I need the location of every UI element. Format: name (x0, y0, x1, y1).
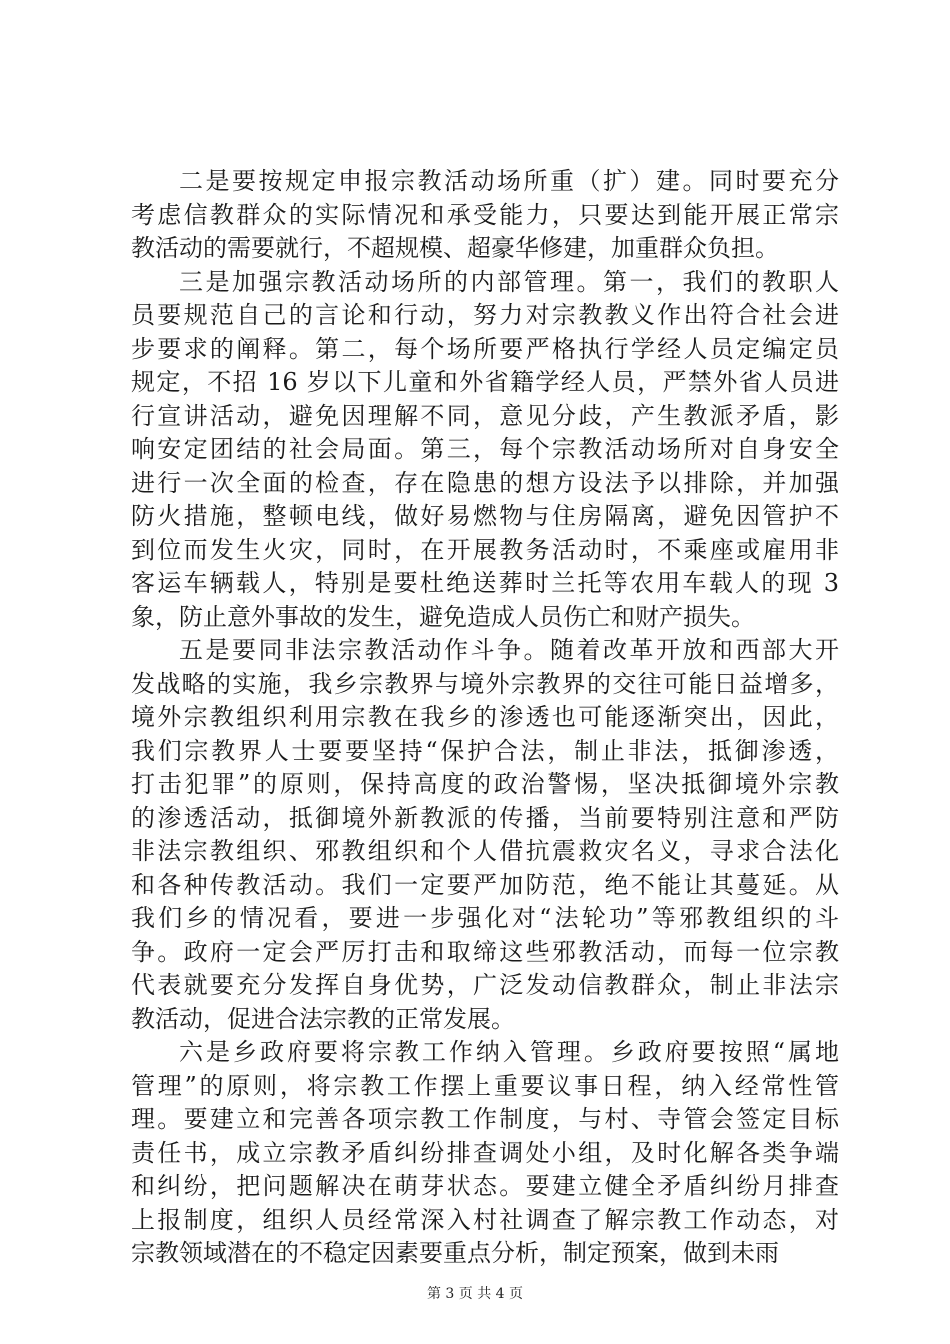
paragraph (131, 165, 839, 266)
text-line: 宗教领域潜在的不稳定因素要重点分析，制定预案，做到未雨 (131, 1239, 779, 1267)
text-line: 三是加强宗教活动场所的内部管理。第一，我们的教职人 (179, 267, 839, 296)
text-line: 客运车辆载人，特别是要杜绝送葬时兰托等农用车载人的现 3 (131, 569, 839, 597)
text-line: 代表就要充分发挥自身优势，广泛发动信教群众，制止非法宗 (131, 971, 839, 999)
text-line: 理。要建立和完善各项宗教工作制度，与村、寺管会签定目标 (131, 1105, 839, 1133)
text-line: 发战略的实施，我乡宗教界与境外宗教界的交往可能日益增多， (131, 669, 839, 698)
text-line: 员要规范自己的言论和行动，努力对宗教教义作出符合社会进 (131, 301, 839, 329)
text-line: 我们乡的情况看，要进一步强化对“法轮功”等邪教组织的斗 (131, 904, 839, 932)
text-line: 二是要按规定申报宗教活动场所重（扩）建。同时要充分 (179, 167, 839, 195)
text-line: 上报制度，组织人员经常深入村社调查了解宗教工作动态，对 (131, 1205, 839, 1234)
text-line: 和纠纷，把问题解决在萌芽状态。要建立健全矛盾纠纷月排查 (131, 1172, 839, 1200)
document-body (131, 165, 839, 1271)
page-footer: 第 3 页 共 4 页 (426, 1286, 524, 1302)
text-line: 五是要同非法宗教活动作斗争。随着改革开放和西部大开 (179, 636, 839, 664)
text-line: 象，防止意外事故的发生，避免造成人员伤亡和财产损失。 (131, 602, 755, 631)
text-line: 非法宗教组织、邪教组织和个人借抗震救灾名义，寻求合法化 (131, 837, 839, 865)
text-line: 考虑信教群众的实际情况和承受能力，只要达到能开展正常宗 (131, 200, 839, 229)
text-line: 规定，不招 16 岁以下儿童和外省籍学经人员，严禁外省人员进 (131, 368, 839, 396)
text-line: 打击犯罪”的原则，保持高度的政治警惕，坚决抵御境外宗教 (131, 770, 839, 798)
text-line: 防火措施，整顿电线，做好易燃物与住房隔离，避免因管护不 (131, 502, 839, 530)
text-line: 和各种传教活动。我们一定要严加防范，绝不能让其蔓延。从 (131, 870, 839, 899)
text-line: 行宣讲活动，避免因理解不同，意见分歧，产生教派矛盾，影 (131, 401, 839, 430)
text-line: 六是乡政府要将宗教工作纳入管理。乡政府要按照“属地 (179, 1038, 839, 1066)
text-line: 步要求的阐释。第二，每个场所要严格执行学经人员定编定员 (131, 334, 839, 363)
paragraph (131, 634, 839, 1036)
paragraph (131, 266, 839, 635)
text-line: 的渗透活动，抵御境外新教派的传播，当前要特别注意和严防 (131, 803, 839, 832)
text-line: 响安定团结的社会局面。第三，每个宗教活动场所对自身安全 (131, 435, 839, 463)
text-line: 管理”的原则，将宗教工作摆上重要议事日程，纳入经常性管 (131, 1071, 839, 1100)
text-line: 进行一次全面的检查，存在隐患的想方设法予以排除，并加强 (131, 468, 839, 497)
text-line: 教活动，促进合法宗教的正常发展。 (131, 1004, 515, 1033)
text-line: 教活动的需要就行，不超规模、超豪华修建，加重群众负担。 (131, 234, 779, 262)
text-line: 到位而发生火灾，同时，在开展教务活动时，不乘座或雇用非 (131, 535, 839, 564)
paragraph (131, 1036, 839, 1271)
text-line: 我们宗教界人士要要坚持“保护合法，制止非法，抵御渗透， (131, 736, 839, 765)
text-line: 争。政府一定会严厉打击和取缔这些邪教活动，而每一位宗教 (131, 937, 839, 966)
text-line: 责任书，成立宗教矛盾纠纷排查调处小组，及时化解各类争端 (131, 1138, 839, 1167)
text-line: 境外宗教组织利用宗教在我乡的渗透也可能逐渐突出，因此， (131, 703, 839, 731)
